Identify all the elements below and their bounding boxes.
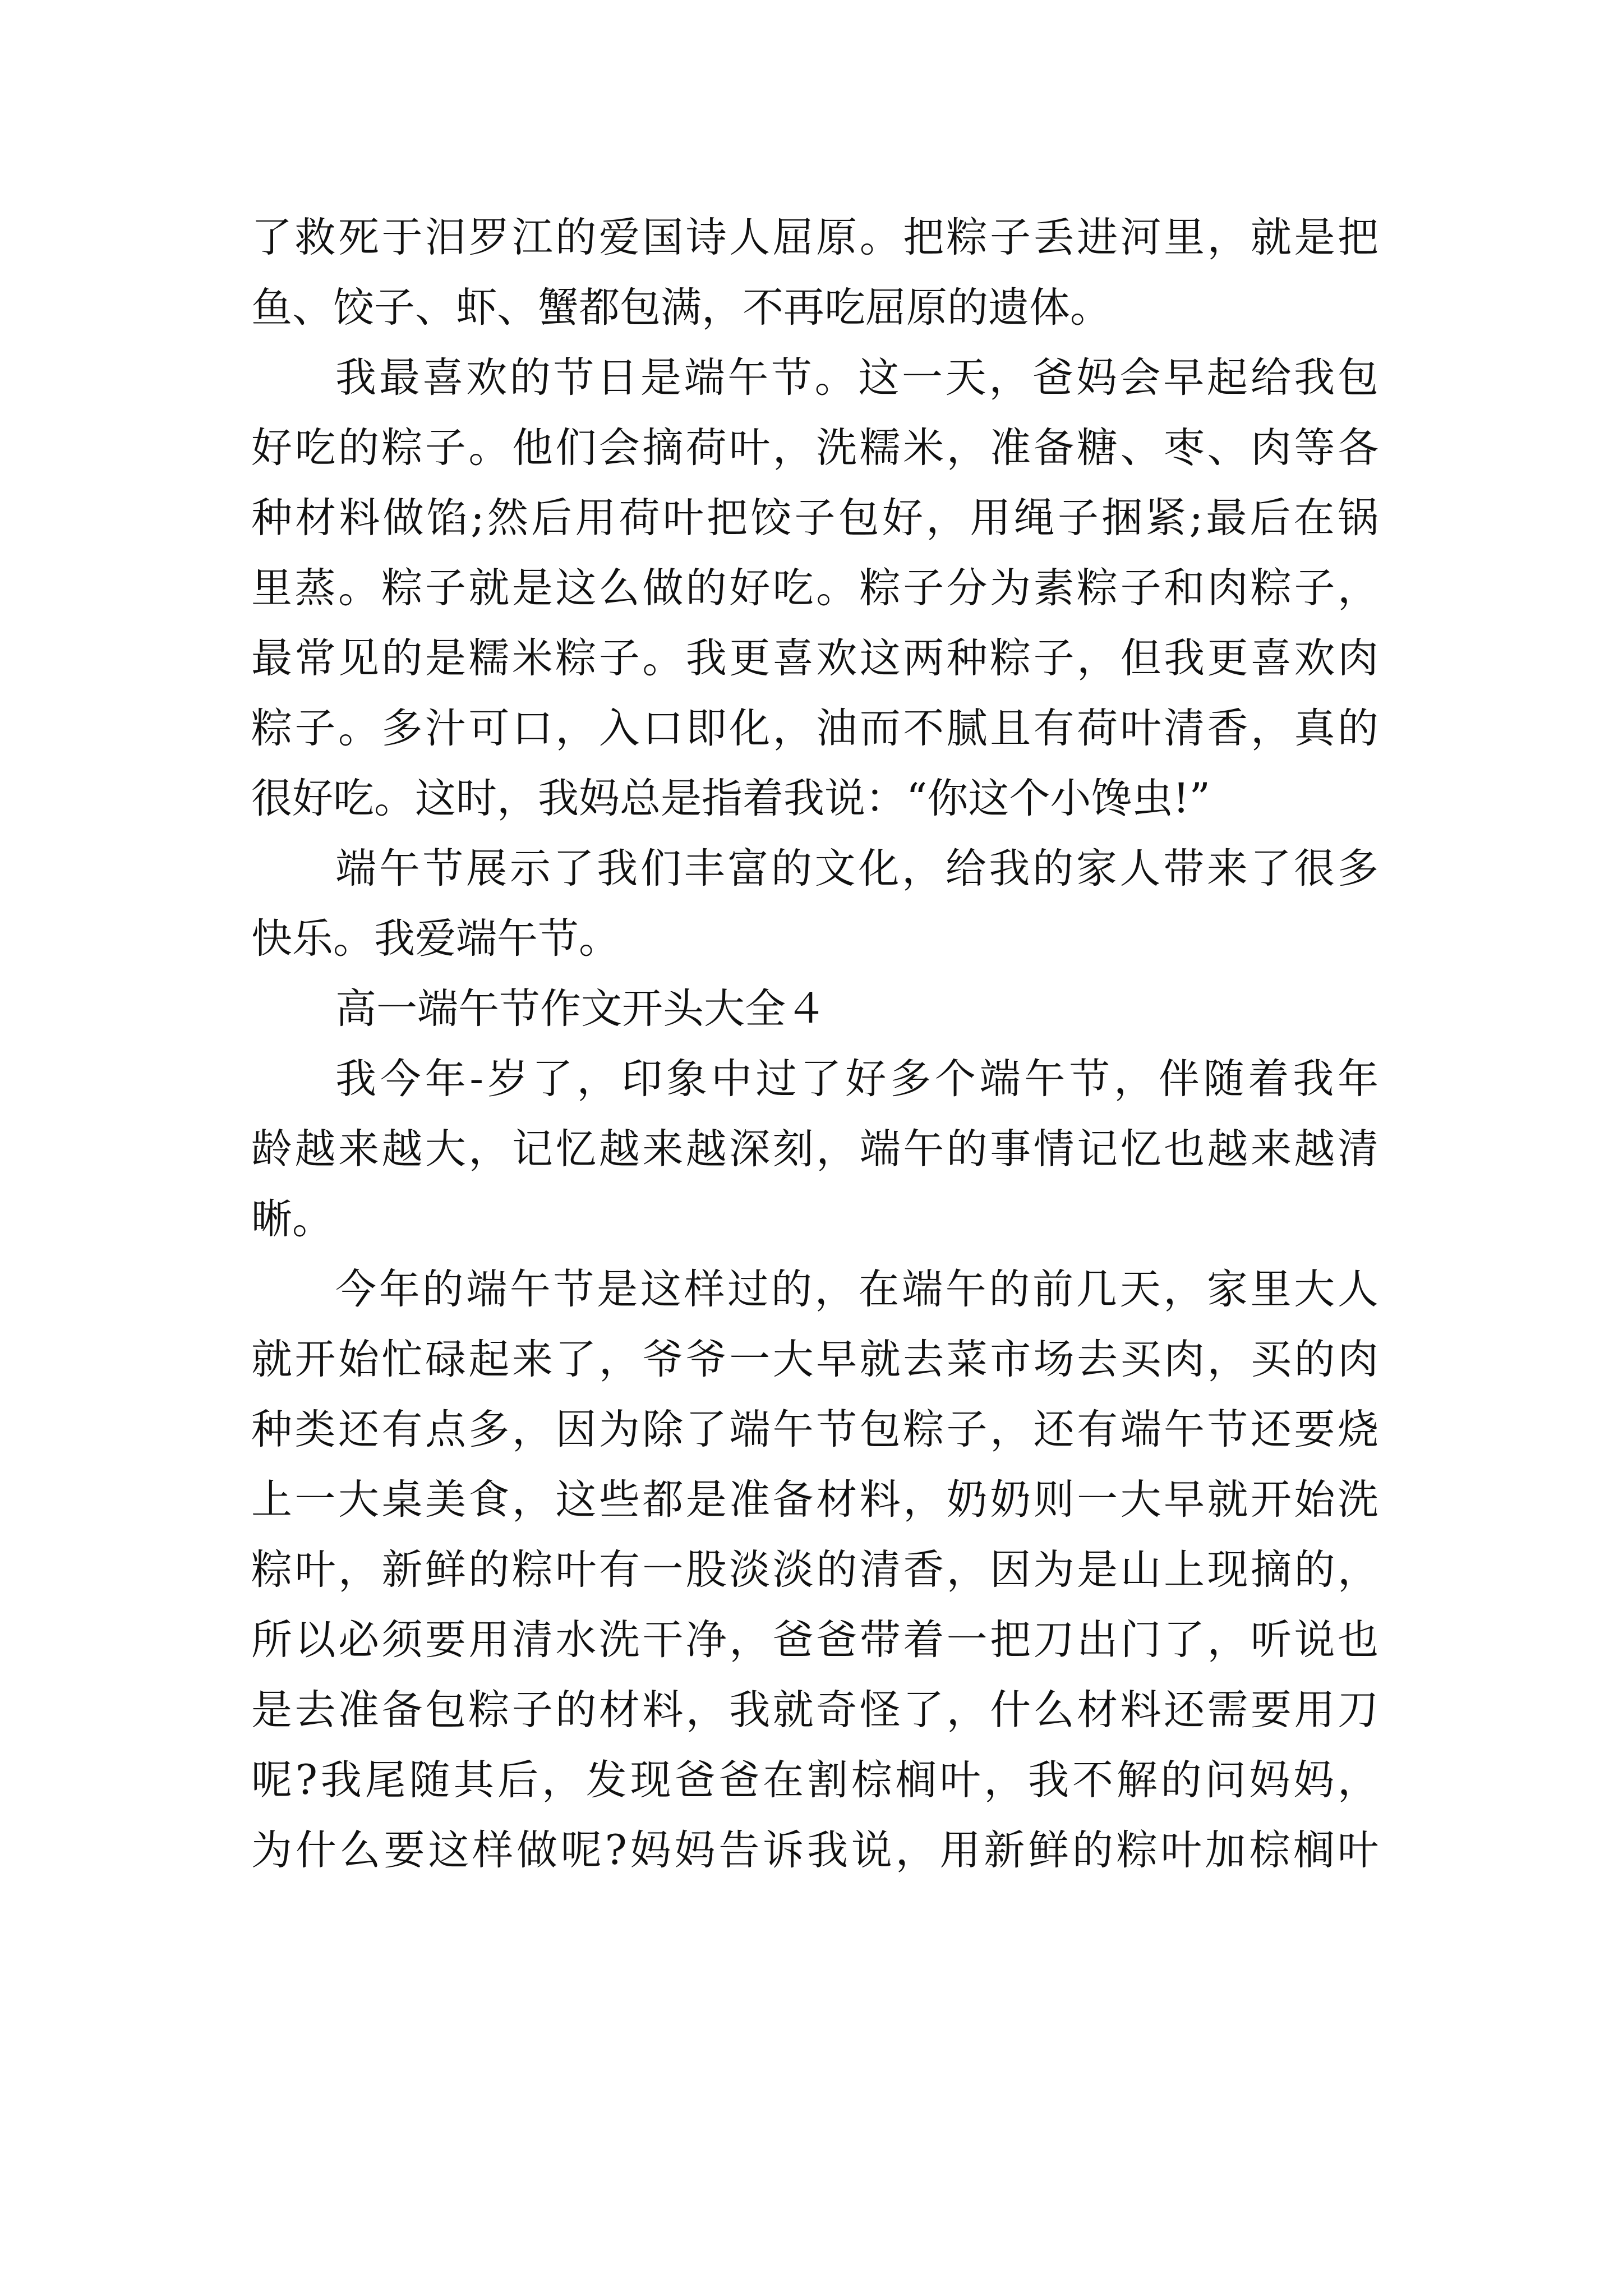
paragraph-first-line: 今年的端午节是这样过的，在端午的前几天，家里大人: [335, 1266, 1378, 1313]
text-line: 是去准备包粽子的材料，我就奇怪了，什么材料还需要用刀: [251, 1686, 1378, 1734]
text-line: 粽子。多汁可口，入口即化，油而不腻且有荷叶清香，真的: [251, 705, 1378, 752]
text-line: 种材料做馅;然后用荷叶把饺子包好，用绳子捆紧;最后在锅: [251, 494, 1378, 542]
text-line: 很好吃。这时，我妈总是指着我说：“你这个小馋虫!”: [251, 775, 1210, 822]
text-line: 呢?我尾随其后，发现爸爸在割棕榈叶，我不解的问妈妈，: [251, 1756, 1378, 1804]
text-line: 粽叶，新鲜的粽叶有一股淡淡的清香，因为是山上现摘的，: [251, 1546, 1378, 1594]
text-line: 快乐。我爱端午节。: [251, 915, 620, 963]
text-line: 鱼、饺子、虾、蟹都包满，不再吃屈原的遗体。: [251, 284, 1111, 332]
text-line: 最常见的是糯米粽子。我更喜欢这两种粽子，但我更喜欢肉: [251, 634, 1378, 682]
text-line: 里蒸。粽子就是这么做的好吃。粽子分为素粽子和肉粽子，: [251, 564, 1378, 612]
text-line: 种类还有点多，因为除了端午节包粽子，还有端午节还要烧: [251, 1406, 1378, 1453]
text-line: 就开始忙碌起来了，爷爷一大早就去菜市场去买肉，买的肉: [251, 1336, 1378, 1383]
text-line: 晰。: [251, 1195, 333, 1243]
text-line: 好吃的粽子。他们会摘荷叶，洗糯米，准备糖、枣、肉等各: [251, 424, 1378, 472]
text-line: 为什么要这样做呢?妈妈告诉我说，用新鲜的粽叶加棕榈叶: [251, 1826, 1378, 1874]
text-line: 了救死于汨罗江的爱国诗人屈原。把粽子丢进河里，就是把: [251, 214, 1378, 261]
paragraph-first-line: 端午节展示了我们丰富的文化，给我的家人带来了很多: [335, 845, 1378, 892]
section-heading: 高一端午节作文开头大全４: [335, 985, 827, 1033]
paragraph-first-line: 我今年-岁了，印象中过了好多个端午节，伴随着我年: [335, 1055, 1378, 1103]
text-line: 上一大桌美食，这些都是准备材料，奶奶则一大早就开始洗: [251, 1476, 1378, 1524]
text-line: 所以必须要用清水洗干净，爸爸带着一把刀出门了，听说也: [251, 1616, 1378, 1664]
text-line: 龄越来越大，记忆越来越深刻，端午的事情记忆也越来越清: [251, 1125, 1378, 1173]
paragraph-first-line: 我最喜欢的节日是端午节。这一天，爸妈会早起给我包: [335, 354, 1378, 402]
